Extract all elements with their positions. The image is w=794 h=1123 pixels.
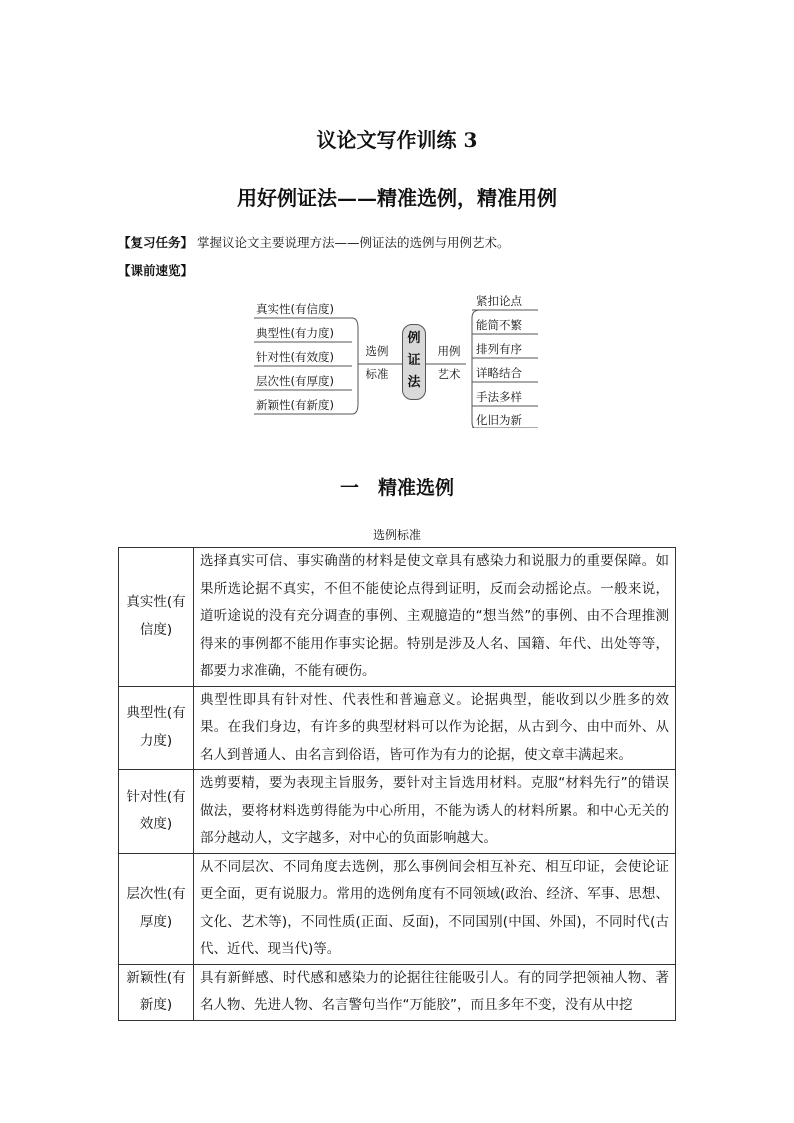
page-subtitle: 用好例证法——精准选例，精准用例 (237, 186, 557, 210)
criterion-desc: 选剪要精，要为表现主旨服务，要针对主旨选用材料。克服“材料先行”的错误做法，要将材料选剪得能为中心所用，不能为诱人的材料所累。和中心无关的部分越动人，文字越多，对中心的负面影响越大。 (194, 770, 676, 854)
right-label-bottom: 艺术 (437, 367, 461, 381)
criterion-name: 新颖性(有新度) (119, 964, 194, 1020)
table-row (119, 548, 676, 687)
left-item: 层次性(有厚度) (256, 374, 334, 388)
left-item: 典型性(有力度) (256, 326, 334, 340)
left-label-bottom: 标准 (365, 367, 389, 381)
center-char: 例 (407, 331, 421, 346)
review-task-text: 掌握议论文主要说理方法——例证法的选例与用例艺术。 (197, 235, 510, 250)
criterion-name: 层次性(有厚度) (119, 853, 194, 964)
preview-tag: 【课前速览】 (118, 263, 194, 278)
left-item: 针对性(有效度) (256, 350, 334, 364)
criterion-desc: 从不同层次、不同角度去选例，那么事例间会相互补充、相互印证，会使论证更全面，更有说服力。常用的选例角度有不同领域(政治、经济、军事、思想、文化、艺术等)，不同性质(正面、反面)，不同国别(中国、外国)，不同时代(古代、近代、现当代)等。 (194, 853, 676, 964)
center-char: 法 (407, 375, 421, 390)
right-item: 排列有序 (476, 342, 522, 356)
criterion-desc: 选择真实可信、事实确凿的材料是使文章具有感染力和说服力的重要保障。如果所选论据不真实，不但不能使论点得到证明，反而会动摇论点。一般来说，道听途说的没有充分调查的事例、主观臆造的“想当然”的事例、由不合理推测得来的事例都不能用作事实论据。特别是涉及人名、国籍、年代、出处等等，都要力求准确，不能有硬伤。 (194, 548, 676, 687)
criteria-table (118, 547, 676, 1021)
center-char: 证 (407, 353, 421, 368)
criterion-desc: 典型性即具有针对性、代表性和普遍意义。论据典型，能收到以少胜多的效果。在我们身边，有许多的典型材料可以作为论据，从古到今、由中而外、从名人到普通人、由名言到俗语，皆可作为有力的论据，使文章丰满起来。 (194, 686, 676, 770)
center-node (402, 324, 426, 400)
criterion-name: 真实性(有信度) (119, 548, 194, 687)
table-caption: 选例标准 (372, 528, 421, 542)
mind-map (250, 288, 540, 428)
right-label-top: 用例 (437, 344, 461, 358)
right-item: 详略结合 (476, 366, 522, 380)
table-row (119, 686, 676, 770)
left-item: 真实性(有信度) (256, 302, 334, 316)
criterion-name: 针对性(有效度) (119, 770, 194, 854)
section-heading: 一 精准选例 (339, 477, 454, 499)
review-task (118, 233, 510, 251)
right-item: 手法多样 (476, 390, 522, 404)
right-item: 能简不繁 (476, 318, 522, 332)
left-label-top: 选例 (365, 344, 389, 358)
table-row (119, 853, 676, 964)
page-title: 议论文写作训练 3 (316, 128, 478, 152)
right-item: 化旧为新 (476, 413, 522, 427)
criterion-name: 典型性(有力度) (119, 686, 194, 770)
review-task-tag: 【复习任务】 (118, 235, 194, 250)
criterion-desc: 具有新鲜感、时代感和感染力的论据往往能吸引人。有的同学把领袖人物、著名人物、先进人物、名言警句当作“万能胶”，而且多年不变，没有从中挖 (194, 964, 676, 1020)
left-item: 新颖性(有新度) (256, 398, 334, 412)
right-item: 紧扣论点 (476, 294, 522, 308)
preview-heading (118, 261, 193, 279)
table-row (119, 770, 676, 854)
table-row (119, 964, 676, 1020)
